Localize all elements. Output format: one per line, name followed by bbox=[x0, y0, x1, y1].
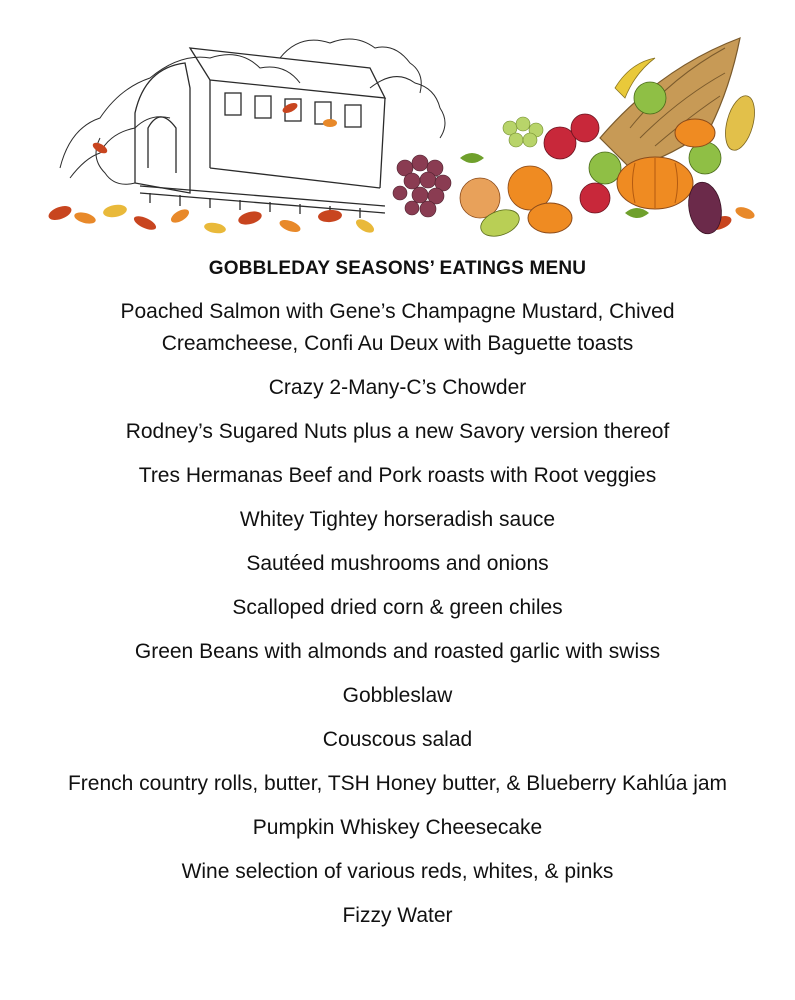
menu-item: Sautéed mushrooms and onions bbox=[246, 552, 549, 575]
menu-item: Wine selection of various reds, whites, & pinks bbox=[181, 860, 614, 883]
cornucopia-basket bbox=[600, 38, 740, 168]
autumn-house-cornucopia-illustration bbox=[40, 18, 760, 248]
menu-list bbox=[0, 296, 795, 932]
menu-item: Tres Hermanas Beef and Pork roasts with Root veggies bbox=[138, 464, 657, 487]
menu-item: Green Beans with almonds and roasted garlic with swiss bbox=[134, 640, 661, 663]
menu-title: GOBBLEDAY SEASONS’ EATINGS MENU bbox=[208, 258, 587, 279]
menu-item: Couscous salad bbox=[322, 728, 473, 751]
menu-item: French country rolls, butter, TSH Honey butter, & Blueberry Kahlúa jam bbox=[67, 772, 728, 795]
menu bbox=[0, 256, 795, 944]
menu-item: Pumpkin Whiskey Cheesecake bbox=[252, 816, 543, 839]
tree-sketch bbox=[60, 39, 445, 198]
menu-item: Crazy 2-Many-C’s Chowder bbox=[268, 376, 527, 399]
house-sketch bbox=[135, 48, 385, 218]
menu-item: Scalloped dried corn & green chiles bbox=[232, 596, 563, 619]
menu-item: Gobbleslaw bbox=[342, 684, 453, 707]
menu-item: Fizzy Water bbox=[342, 904, 453, 927]
grapes bbox=[393, 155, 451, 217]
menu-item: Rodney’s Sugared Nuts plus a new Savory version thereof bbox=[125, 420, 670, 443]
menu-item: Poached Salmon with Gene’s Champagne Mustard, Chived Creamcheese, Confi Au Deux with Baguette toasts bbox=[120, 300, 675, 355]
menu-item: Whitey Tightey horseradish sauce bbox=[239, 508, 556, 531]
